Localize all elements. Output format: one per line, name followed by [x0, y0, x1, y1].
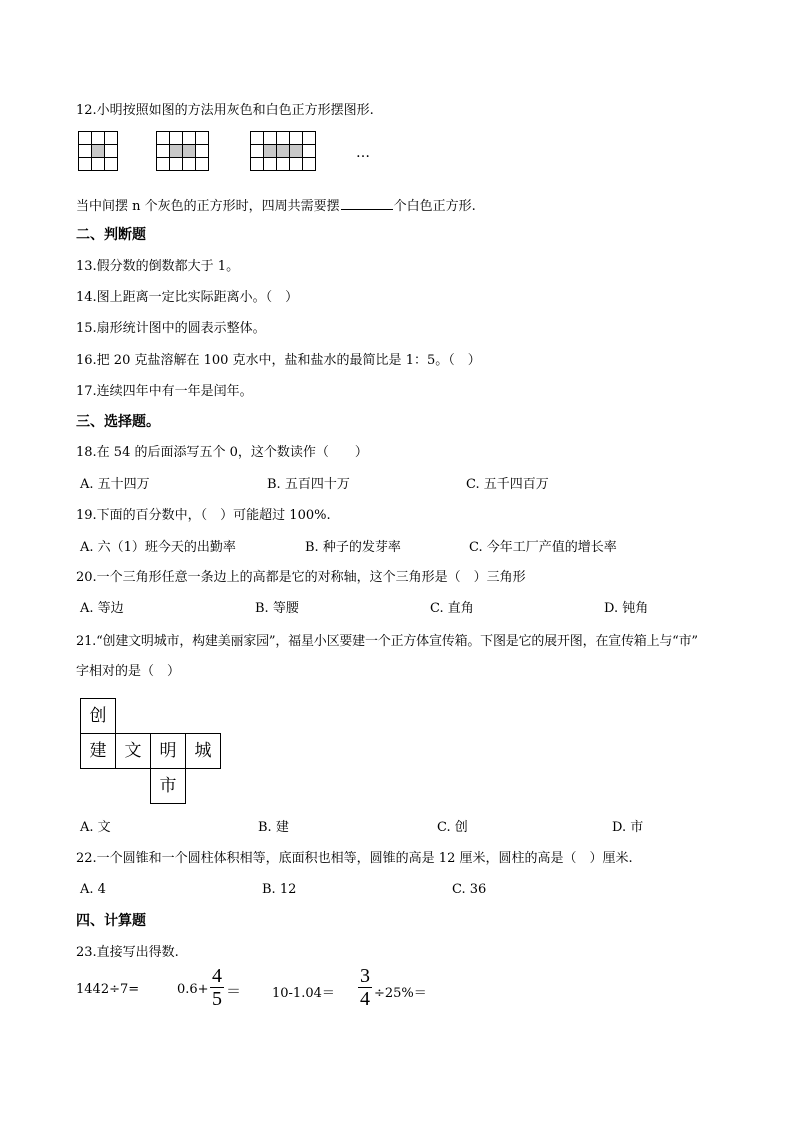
white-square: [276, 157, 290, 171]
section-2-title: 二、判断题: [76, 227, 146, 243]
q21-option-c[interactable]: C. 创: [437, 820, 468, 835]
expr-1: 1442÷7=: [76, 982, 140, 997]
fraction-numerator: 4: [212, 965, 222, 987]
q20-option-c[interactable]: C. 直角: [430, 601, 474, 616]
q12-answer-before: 当中间摆 n 个灰色的正方形时，四周共需要摆: [76, 199, 340, 214]
q19-option-c[interactable]: C. 今年工厂产值的增长率: [469, 540, 617, 555]
white-square: [169, 131, 183, 145]
net-cell-top: 创: [80, 698, 116, 734]
gray-square: [182, 144, 196, 158]
white-square: [104, 131, 118, 145]
gray-square: [263, 144, 277, 158]
q22-option-c[interactable]: C. 36: [452, 882, 487, 897]
white-square: [156, 144, 170, 158]
cube-net: [80, 698, 224, 806]
expr-2-prefix: 0.6+: [177, 982, 209, 997]
white-square: [302, 144, 316, 158]
white-square: [250, 157, 264, 171]
q18-option-a[interactable]: A. 五十四万: [80, 477, 150, 492]
white-square: [302, 131, 316, 145]
net-cell-bottom: 市: [150, 768, 186, 804]
white-square: [289, 131, 303, 145]
q18: 18.在 54 的后面添写五个 0，这个数读作（ ）: [76, 445, 368, 460]
gray-square: [289, 144, 303, 158]
white-square: [91, 157, 105, 171]
white-square: [195, 144, 209, 158]
q20-option-a[interactable]: A. 等边: [80, 601, 124, 616]
q18-option-b[interactable]: B. 五百四十万: [267, 477, 350, 492]
net-cell-row-1: 建: [80, 733, 116, 769]
q23: 23.直接写出得数.: [76, 945, 179, 960]
section-4-title: 四、计算题: [76, 913, 146, 929]
answer-blank[interactable]: [341, 197, 393, 210]
q18-option-c[interactable]: C. 五千四百万: [466, 477, 549, 492]
q21-option-b[interactable]: B. 建: [258, 820, 289, 835]
q21-line-1: 21.“创建文明城市，构建美丽家园”，福星小区要建一个正方体宣传箱。下图是它的展开图，在宣传箱上与“市”: [76, 634, 698, 649]
white-square: [289, 157, 303, 171]
q19-option-b[interactable]: B. 种子的发芽率: [305, 540, 401, 555]
q17: 17.连续四年中有一年是闰年。: [76, 384, 253, 399]
fraction-numerator: 3: [360, 965, 370, 987]
net-cell-row-3: 明: [150, 733, 186, 769]
q21-line-2: 字相对的是（ ）: [76, 664, 181, 679]
white-square: [91, 131, 105, 145]
q22-option-b[interactable]: B. 12: [262, 882, 297, 897]
q12-answer-line: [76, 197, 476, 215]
section-3-title: 三、选择题。: [76, 414, 160, 430]
fraction-4-5: [210, 966, 224, 1009]
white-square: [104, 144, 118, 158]
q20-option-b[interactable]: B. 等腰: [255, 601, 299, 616]
gray-square: [91, 144, 105, 158]
white-square: [182, 131, 196, 145]
white-square: [104, 157, 118, 171]
white-square: [263, 131, 277, 145]
q19: 19.下面的百分数中，（ ）可能超过 100%.: [76, 508, 331, 523]
fraction-denominator: 4: [360, 988, 370, 1010]
white-square: [182, 157, 196, 171]
q12-text: 12.小明按照如图的方法用灰色和白色正方形摆图形.: [76, 103, 374, 118]
net-cell-row-2: 文: [115, 733, 151, 769]
q21-option-a[interactable]: A. 文: [80, 820, 111, 835]
white-square: [78, 131, 92, 145]
white-square: [302, 157, 316, 171]
white-square: [250, 144, 264, 158]
q19-option-a[interactable]: A. 六（1）班今天的出勤率: [80, 540, 236, 555]
q15: 15.扇形统计图中的圆表示整体。: [76, 321, 266, 336]
white-square: [78, 157, 92, 171]
white-square: [78, 144, 92, 158]
fraction-3-4: [358, 966, 372, 1009]
white-square: [250, 131, 264, 145]
white-square: [169, 157, 183, 171]
gray-square: [169, 144, 183, 158]
gray-square: [276, 144, 290, 158]
net-cell-row-4: 城: [185, 733, 221, 769]
expr-3: 10-1.04＝: [272, 986, 335, 1001]
white-square: [276, 131, 290, 145]
q14: 14.图上距离一定比实际距离小。（ ）: [76, 290, 299, 305]
white-square: [156, 157, 170, 171]
q16: 16.把 20 克盐溶解在 100 克水中，盐和盐水的最简比是 1：5。（ ）: [76, 353, 481, 368]
white-square: [263, 157, 277, 171]
expr-4-suffix: ÷25%＝: [374, 986, 427, 1001]
q20: 20.一个三角形任意一条边上的高都是它的对称轴，这个三角形是（ ）三角形: [76, 570, 526, 585]
white-square: [195, 131, 209, 145]
white-square: [195, 157, 209, 171]
white-square: [156, 131, 170, 145]
ellipsis: …: [356, 145, 370, 161]
q22: 22.一个圆锥和一个圆柱体积相等，底面积也相等，圆锥的高是 12 厘米，圆柱的高是（ ）厘米.: [76, 851, 633, 866]
expr-2-equals: ＝: [226, 982, 242, 1000]
fraction-denominator: 5: [212, 988, 222, 1010]
q13: 13.假分数的倒数都大于 1。: [76, 259, 240, 274]
q22-option-a[interactable]: A. 4: [80, 882, 106, 897]
q21-option-d[interactable]: D. 市: [612, 820, 644, 835]
q12-answer-after: 个白色正方形.: [393, 199, 476, 214]
q20-option-d[interactable]: D. 钝角: [604, 601, 649, 616]
